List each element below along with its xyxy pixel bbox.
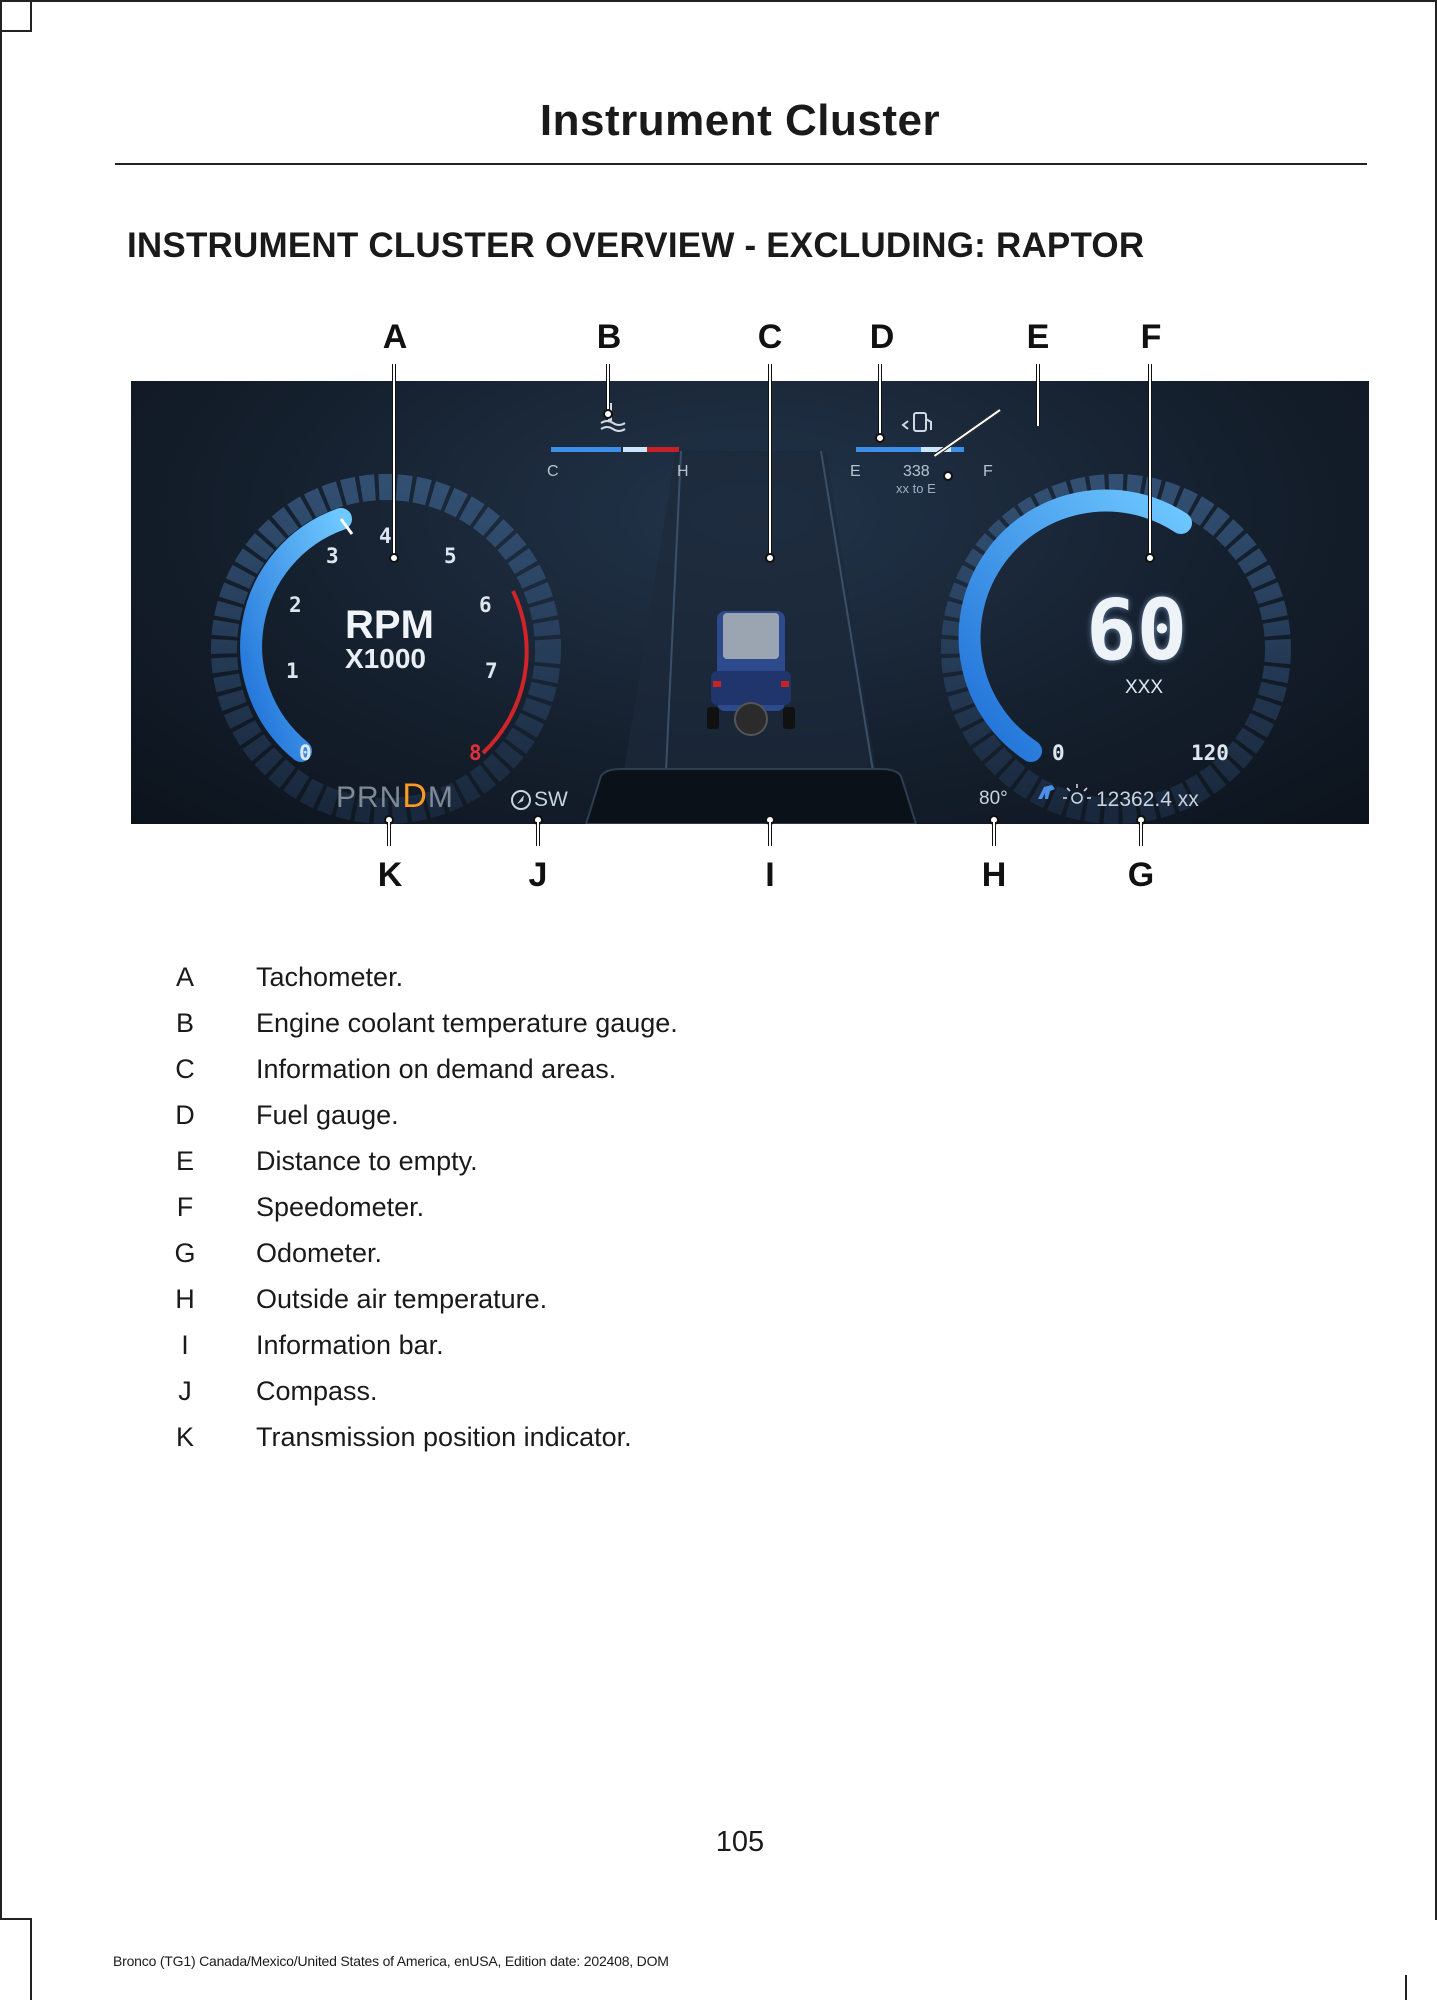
legend-key: J: [178, 1376, 192, 1406]
leader-b: [606, 364, 610, 414]
tach-tick-2: 2: [289, 593, 302, 617]
frame-mark: [30, 1918, 32, 2000]
gear-selected: D: [402, 777, 428, 815]
tach-tick-0: 0: [299, 741, 312, 765]
coolant-cold-label: C: [547, 463, 559, 480]
legend-key: D: [175, 1100, 195, 1130]
leader-c-dot: [765, 553, 775, 563]
instrument-cluster-figure: [0, 0, 1437, 920]
legend-key: H: [175, 1284, 195, 1314]
legend-text: Tachometer.: [256, 962, 404, 992]
fuel-pump-icon: [903, 413, 931, 431]
callout-c: C: [757, 318, 783, 356]
leader-g: [1139, 822, 1143, 846]
tach-tick-8: 8: [469, 741, 482, 765]
leader-e: [1036, 364, 1040, 426]
leader-j: [536, 822, 540, 846]
callout-b: B: [596, 318, 622, 356]
tach-tick-5: 5: [444, 544, 457, 568]
info-bar-shape: [586, 769, 916, 824]
leader-a-dot: [389, 553, 399, 563]
callout-a: A: [382, 318, 408, 356]
tach-tick-1: 1: [286, 659, 299, 683]
section-title: INSTRUMENT CLUSTER OVERVIEW - EXCLUDING: RAPTOR: [127, 226, 1145, 265]
legend-text: Speedometer.: [256, 1192, 425, 1222]
legend-text: Odometer.: [256, 1238, 383, 1268]
gear-m: M: [427, 781, 454, 814]
odometer-value: 12362.4 xx: [1096, 788, 1199, 811]
tach-tick-3: 3: [326, 544, 339, 568]
outside-temp: 80°: [979, 788, 1008, 809]
cluster-display: [131, 381, 1369, 824]
legend-text: Information bar.: [256, 1330, 444, 1360]
leader-a: [392, 364, 396, 558]
legend-text: Distance to empty.: [256, 1146, 478, 1176]
legend-key: E: [175, 1146, 194, 1176]
rpm-label: RPM: [345, 603, 434, 647]
rpm-multiplier: X1000: [345, 643, 426, 674]
leader-d-dot: [875, 433, 885, 443]
coolant-bar-blue: [551, 447, 621, 452]
fuel-full-label: F: [983, 463, 993, 480]
page-footer: Bronco (TG1) Canada/Mexico/United States of America, enUSA, Edition date: 202408, DOM: [113, 1953, 669, 1969]
tach-tick-6: 6: [479, 593, 492, 617]
frame-mark: [1405, 1975, 1407, 2000]
gear-prn: PRN: [336, 781, 403, 814]
leader-b-dot: [603, 409, 613, 419]
speed-max: 120: [1191, 741, 1229, 765]
coolant-bar-red: [647, 447, 679, 452]
leader-c: [768, 364, 772, 558]
leader-f-dot: [1145, 553, 1155, 563]
page-number: 105: [715, 1826, 765, 1858]
distance-to-empty-value: 338: [903, 463, 930, 480]
coolant-hot-label: H: [677, 463, 689, 480]
legend-key: G: [174, 1238, 196, 1268]
transmission-indicator: [336, 777, 454, 816]
speed-min: 0: [1052, 741, 1065, 765]
leader-f: [1148, 364, 1152, 558]
callout-d: D: [869, 318, 895, 356]
tach-tick-7: 7: [485, 659, 498, 683]
leader-i: [768, 822, 772, 846]
legend-text: Outside air temperature.: [256, 1284, 548, 1314]
leader-e-dot: [943, 471, 953, 481]
speed-value: 60: [1086, 581, 1188, 679]
leader-d: [878, 364, 882, 438]
legend-text: Engine coolant temperature gauge.: [256, 1008, 678, 1038]
leader-k: [387, 822, 391, 846]
legend-key: F: [176, 1192, 194, 1222]
legend-key: C: [175, 1054, 195, 1084]
legend-key: B: [175, 1008, 194, 1038]
legend-text: Fuel gauge.: [256, 1100, 399, 1130]
compass-heading: SW: [534, 788, 568, 811]
callout-k: K: [377, 856, 403, 894]
distance-to-empty-unit: xx to E: [896, 481, 936, 496]
speed-unit: XXX: [1125, 677, 1164, 698]
callout-j: J: [528, 856, 548, 894]
callout-h: H: [981, 856, 1007, 894]
leader-h: [992, 822, 996, 846]
legend-key: I: [181, 1330, 189, 1360]
callout-e: E: [1026, 318, 1050, 356]
tach-tick-4: 4: [379, 524, 392, 548]
legend-text: Transmission position indicator.: [256, 1422, 632, 1452]
fuel-empty-label: E: [850, 463, 861, 480]
callout-i: I: [765, 856, 775, 894]
legend-key: K: [175, 1422, 194, 1452]
legend-text: Compass.: [256, 1376, 378, 1406]
legend-key: A: [175, 962, 194, 992]
legend-text: Information on demand areas.: [256, 1054, 617, 1084]
callout-g: G: [1127, 856, 1155, 894]
frame-mark: [0, 1918, 32, 1920]
page-header-title: Instrument Cluster: [539, 96, 941, 145]
callout-f: F: [1140, 318, 1162, 356]
